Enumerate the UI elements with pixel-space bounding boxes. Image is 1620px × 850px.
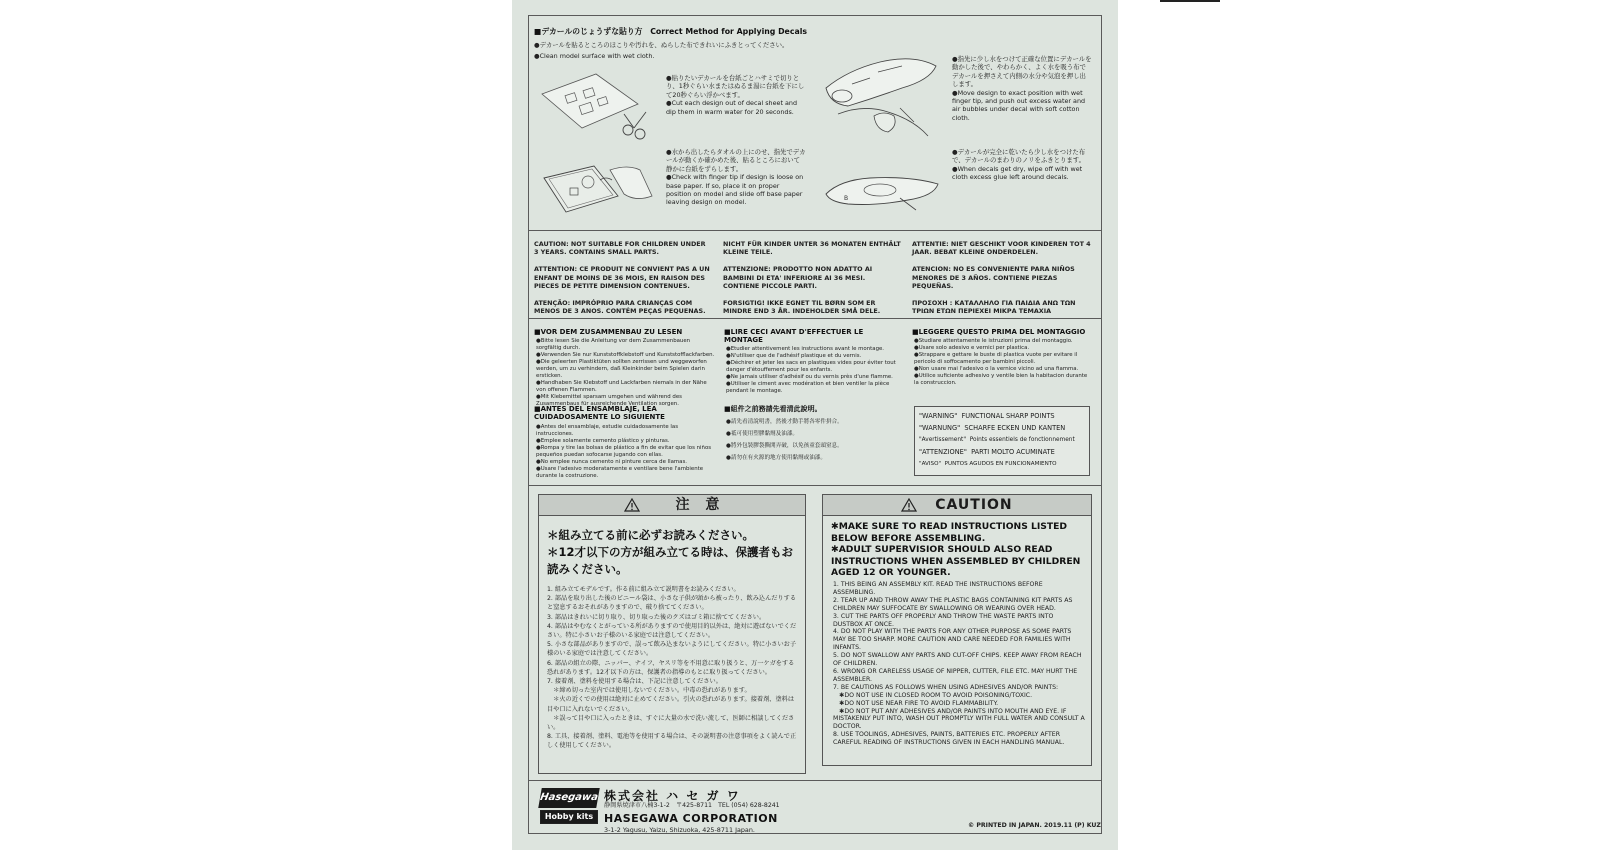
warning-triangle-icon xyxy=(901,498,917,512)
en-caution-lead: ✱MAKE SURE TO READ INSTRUCTIONS LISTED BELOW BEFORE ASSEMBLING. ✱ADULT SUPERVISIOR SHOULD ALSO READ INSTRUCTIONS WHEN ASSEMBLED BY CHILDREN AGED 12 OR YOUNGER. xyxy=(831,521,1081,578)
address-jp: 静岡県焼津市八楠3-1-2 〒425-8711 TEL (054) 628-8241 xyxy=(604,802,780,809)
warning-triangle-icon xyxy=(624,498,640,512)
zh-body: ●請先看清說明書，然後才動手將各零件拼合。 ●祗可使用塑膠黏劑及油漆。 ●將外包裝膠袋撕開弄破，以免孩童套頭窒息。 ●請勿在有火源的地方使用黏劑或油漆。 xyxy=(726,419,843,461)
it-heading: ■LEGGERE QUESTO PRIMA DEL MONTAGGIO xyxy=(912,328,1086,336)
divider-small-parts xyxy=(528,318,1102,319)
jp-caution-box xyxy=(538,494,806,774)
decals-step-4: ●デカールが完全に乾いたら少し水をつけた布で、デカールのまわりのノリをふきとります。 ●When decals get dry, wipe off with wet cloth excess glue left around decals. xyxy=(952,148,1086,182)
water-tray-illustration xyxy=(540,158,664,220)
es-body: ●Antes del ensamblaje, estudie cuidadosamente las instrucciones. ●Emplee solamente cemento plástico y pinturas. ●Rompa y tire las bolsas de plástico a fin de evitar que los niños pequeños puedan sofocarse jugando con ellas. ●No emplee nunca cemento ni pinture cerca de llamas. ●Usare l'adesivo moderatamente e ventilare bene l'ambiente durante la costruzione. xyxy=(536,424,712,479)
decals-step-3: ●指先に少し水をつけて正確な位置にデカールを動かした後で、やわらかく、よく水を吸う布でデカールを押さえて内側の水分や気泡を押し出します。 ●Move design to exact position with wet finger tip, and push out excess water and air bubbles under decal with soft cotton cloth. xyxy=(952,55,1092,122)
divider-decals xyxy=(528,230,1102,231)
jp-caution-lead: ＊組み立てる前に必ずお読みください。 ＊12才以下の方が組み立てる時は、保護者もお読みください。 xyxy=(547,528,794,576)
divider-lang xyxy=(528,485,1102,486)
fr-body: ●Etudier attentivement les instructions avant le montage. ●N'utiliser que de l'adhésif plastique et du vernis. ●Déchirer et jeter les sacs en plastiques vides pour éviter tout danger d'étouffement pour les enfants. ●Ne jamais utiliser d'adhésif ou du vernis près d'une flamme. ●Utiliser le ciment avec modération et bien ventiler la pièce pendant le montage. xyxy=(726,346,896,394)
de-body: ●Bitte lesen Sie die Anleitung vor dem Zusammenbauen sorgfältig durch. ●Verwenden Sie nur Kunststoffklebstoff und Kunststofflackfarben. ●Die geleerten Plastiktüten sollten zerrissen und weggeworfen werden, um zu verhindern, daß Kleinkinder beim Spielen darin ersticken. ●Handhaben Sie Klebstoff und Lackfarben niemals in der Nähe von offenen Flammen. ●Mit Klebemittel sparsam umgehen und während des Zusammenbaus für ausreichende Ventilation sorgen. xyxy=(536,338,715,407)
model-decal-illustration xyxy=(818,48,946,144)
jp-caution-items: 1. 組み立てモデルです。作る前に組み立て説明書をお読みください。 2. 部品を取り出した後のビニール袋は、小さな子供が頭から被ったり、飲み込んだりすると窒息するおそれがありますので、破り捨ててください。 3. 部品はきれいに切り取り、切り取った後のクズはゴミ箱に捨ててください。 4. 部品はやむなくとがっている所がありますので使用目的以外は、絶対に遊ばないでください。特に小さいお子様のいる家庭では注意してください。 5. 小さな部品がありますので、誤って飲み込まないようにしてください。特に小さいお子様のいる家庭では注意してください。 6. 部品の組立の際、ニッパー、ナイフ、ヤスリ等を不用意に取り扱うと、万一ケガをする恐れがあります。12才以下の方は、保護者の指導のもとに取り扱ってください。 7. 接着剤、塗料を使用する場合は、下記に注意してください。 ＊締め切った室内では使用しないでください。中毒の恐れがあります。 ＊火の近くでの使用は絶対に止めてください。引火の恐れがあります。接着剤、塗料は目や口に入れないでください。 ＊誤って目や口に入ったときは、すぐに大量の水で洗い流して、医師に相談してください。 8. 工具、接着剤、塗料、電池等を使用する場合は、その説明書の注意事項をよく読んで正しく使用してください。 xyxy=(547,586,797,750)
de-heading: ■VOR DEM ZUSAMMENBAU ZU LESEN xyxy=(534,328,683,336)
printed-in-japan: © PRINTED IN JAPAN. 2019.11 (P) KUZ xyxy=(968,822,1101,829)
warning-row: "ATTENZIONE" PARTI MOLTO ACUMINATE xyxy=(919,448,1055,456)
hobby-kits-badge: Hobby kits xyxy=(540,810,598,824)
zh-heading: ■組件之前務請先看清此說明。 xyxy=(724,405,822,413)
warning-row: "Avertissement" Points essentiels de fonctionnement xyxy=(919,437,1075,443)
top-edge-line xyxy=(1160,0,1220,2)
jp-caution-header: 注 意 xyxy=(539,495,805,516)
en-caution-items: 1. THIS BEING AN ASSEMBLY KIT. READ THE INSTRUCTIONS BEFORE ASSEMBLING. 2. TEAR UP AND THROW AWAY THE PLASTIC BAGS CONTAINING KIT PARTS AS CHILDREN MAY SUFFOCATE BY SWALLOWING OR WEARING OVER HEAD. 3. CUT THE PARTS OFF PROPERLY AND THROW THE WASTE PARTS INTO DUSTBOX AT ONCE. 4. DO NOT PLAY WITH THE PARTS FOR ANY OTHER PURPOSE AS SOME PARTS MAY BE TOO SHARP. MORE CAUTION AND CARE NEEDED FOR FAMILIES WITH INFANTS. 5. DO NOT SWALLOW ANY PARTS AND CUT-OFF CHIPS. KEEP AWAY FROM REACH OF CHILDREN. 6. WRONG OR CARELESS USAGE OF NIPPER, CUTTER, FILE ETC. MAY HURT THE ASSEMBLER. 7. BE CAUTIONS AS FOLLOWS WHEN USING ADHESIVES AND/OR PAINTS: ✱DO NOT USE IN CLOSED ROOM TO AVOID POISONING/TOXIC. ✱DO NOT USE NEAR FIRE TO AVOID FLAMMABILITY. ✱DO NOT PUT ANY ADHESIVES AND/OR PAINTS INTO MOUTH AND EYE. IF MISTAKENLY PUT INTO, WASH OUT PROMPTLY WITH FULL WATER AND CONSULT A DOCTOR. 8. USE TOOLINGS, ADHESIVES, PAINTS, BATTERIES ETC. PROPERLY AFTER CAREFUL READING OF INSTRUCTIONS GIVEN IN EACH HANDLING MANUAL. xyxy=(833,581,1085,747)
en-caution-box xyxy=(822,494,1092,766)
small-parts-col-1: CAUTION: NOT SUITABLE FOR CHILDREN UNDER 3 YEARS. CONTAINS SMALL PARTS. ATTENTION: CE PRODUIT NE CONVIENT PAS A UN ENFANT DE MOINS DE 36 MOIS, EN RAISON DES PIECES DE PETITE DIMENSION CONTENUES. ATENÇÃO: IMPRÓPRIO PARA CRIANÇAS COM MENOS DE 3 ANOS. CONTÉM PEÇAS PEQUENAS. xyxy=(534,240,710,316)
decals-heading: ■デカールのじょうずな貼り方 Correct Method for Applying Decals xyxy=(534,27,808,36)
en-caution-header: CAUTION xyxy=(823,495,1091,516)
divider-footer xyxy=(528,780,1102,781)
model-finished-illustration xyxy=(820,166,946,216)
warning-row: "WARNUNG" SCHARFE ECKEN UND KANTEN xyxy=(919,424,1066,432)
it-body: ●Studiare attentamente le istruzioni prima del montaggio. ●Usare solo adesivo e vernici per plastica. ●Strappare e gettare le buste di plastica vuote per evitare il pericolo di soffocamento per bambini piccoli. ●Non usare mai l'adesivo o la vernice vicino ad una fiamma. ●Utilice suficiente adhesivo y ventile bien la habitacion durante la construccion. xyxy=(914,338,1088,386)
decal-sheet-illustration xyxy=(536,64,660,154)
warning-row: "WARNING" FUNCTIONAL SHARP POINTS xyxy=(919,412,1055,420)
small-parts-col-2: NICHT FÜR KINDER UNTER 36 MONATEN ENTHÄLT KLEINE TEILE. ATTENZIONE: PRODOTTO NON ADATTO AI BAMBINI DI ETA' INFERIORE AI 36 MESI. CONTIENE PICCOLE PARTI. FORSIGTIG! IKKE EGNET TIL BØRN SOM ER MINDRE END 3 ÅR. INDEHOLDER SMÅ DELE. xyxy=(723,240,901,316)
decals-intro-en: ●Clean model surface with wet cloth. xyxy=(534,52,655,60)
hasegawa-logo: Hasegawa xyxy=(538,788,600,808)
svg-text:B: B xyxy=(844,195,849,202)
es-heading: ■ANTES DEL ENSAMBLAJE, LEA CUIDADOSAMENTE LO SIGUIENTE xyxy=(534,405,665,421)
address-en: 3-1-2 Yagusu, Yaizu, Shizuoka, 425-8711 Japan. xyxy=(604,826,755,834)
decals-step-2: ●水から出したらタオルの上にのせ、指先でデカールが動くか確かめた後、貼るところにおいて静かに台紙をずらします。 ●Check with finger tip if design is loose on base paper. If so, place it on proper position on model and slide off base paper leaving design on model. xyxy=(666,148,806,207)
warning-row: "AVISO" PUNTOS AGUDOS EN FUNCIONAMIENTO xyxy=(919,461,1057,467)
company-name-en: HASEGAWA CORPORATION xyxy=(604,812,778,825)
decals-step-1: ●貼りたいデカールを台紙ごとハサミで切りとり、1秒ぐらい水またはぬるま湯に台紙を下にして20秒ぐらい浮かべます。 ●Cut each design out of decal sheet and dip them in warm water for 20 seconds. xyxy=(666,74,805,116)
fr-heading: ■LIRE CECI AVANT D'EFFECTUER LE MONTAGE xyxy=(724,328,864,344)
sharp-points-warning-box xyxy=(914,406,1090,476)
decals-intro-jp: ●デカールを貼るところのほこりや汚れを、ぬらした布できれいにふきとってください。 xyxy=(534,41,789,49)
small-parts-col-3: ATTENTIE: NIET GESCHIKT VOOR KINDEREN TOT 4 JAAR. BEBAT KLEINE ONDERDELEN. ATENCION: NO ES CONVENIENTE PARA NIÑOS MENORES DE 3 AÑOS. CONTIENE PIEZAS PEQUEÑAS. ΠΡΟΣΟΧΗ : ΚΑΤΑΛΛΗΛΟ ΓΙΑ ΠΑΙΔΙΑ ΑΝΩ ΤΩΝ ΤΡΙΩΝ ΕΤΩΝ ΠΕΡΙΕΧΕΙ ΜΙΚΡΑ ΤΕΜΑΧΙΑ xyxy=(912,240,1091,316)
company-name-jp: 株式会社 ハ セ ガ ワ xyxy=(604,789,741,803)
